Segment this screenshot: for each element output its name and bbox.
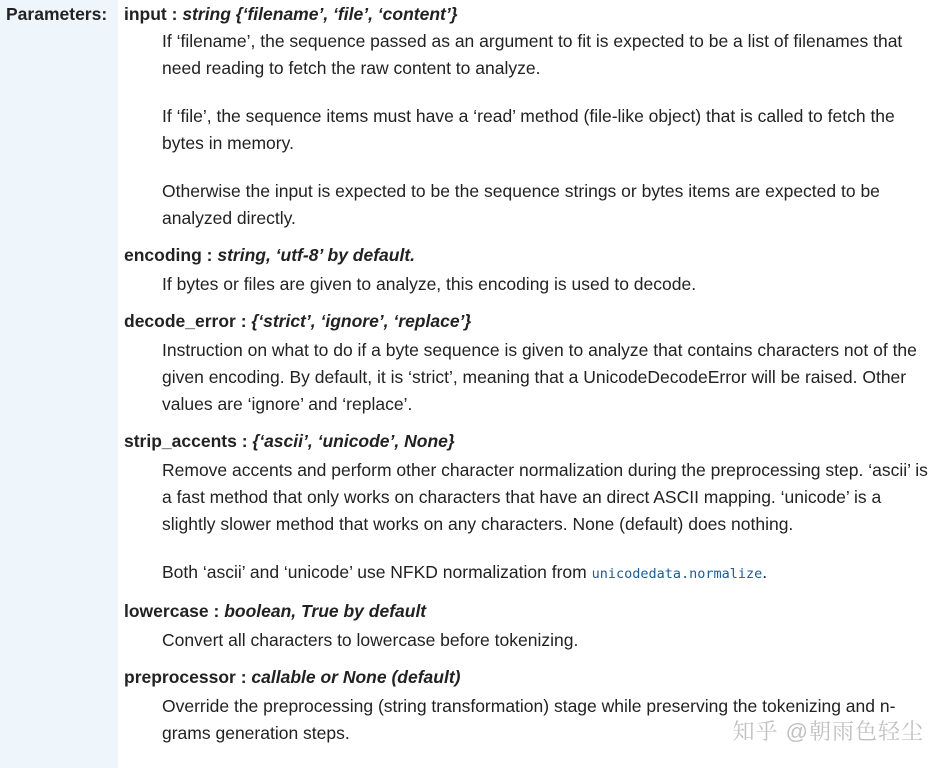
param-decode-error: decode_error : {‘strict’, ‘ignore’, ‘replace’} Instruction on what to do if a byte sequence is given to analyze that contains characters not of the given encoding. By default, it is ‘strict’, meaning that a UnicodeDecodeError will be raised. Other values are ‘ignore’ and ‘replace’. — [124, 308, 939, 418]
param-preprocessor: preprocessor : callable or None (default) Override the preprocessing (string transformation) stage while preserving the tokenizing and n-grams generation steps. — [124, 664, 939, 747]
param-description: Convert all characters to lowercase before tokenizing. — [162, 630, 579, 650]
inline-code-link[interactable]: unicodedata.normalize — [591, 566, 763, 582]
param-type: {‘strict’, ‘ignore’, ‘replace’} — [251, 311, 472, 331]
param-description: If bytes or files are given to analyze, this encoding is used to decode. — [162, 274, 697, 294]
param-lowercase: lowercase : boolean, True by default Convert all characters to lowercase before tokenizing. — [124, 598, 939, 654]
param-description: Instruction on what to do if a byte sequence is given to analyze that contains characters not of the given encoding. By default, it is ‘strict’, meaning that a UnicodeDecodeError will be raised. Other values are ‘ignore’ and ‘replace’. — [162, 340, 917, 414]
watermark: 知乎 @朝雨色轻尘 — [732, 719, 924, 744]
param-description: Remove accents and perform other character normalization during the preprocessing step. ‘ascii’ is a fast method that only works on characters that have an direct ASCII mapping. ‘unicode’ is a slightly slower method that works on any characters. None (default) does nothing. Both ‘ascii’ and ‘unicode’ use NFKD normalization from unicodedata.normalize. — [162, 460, 928, 582]
param-name: encoding — [124, 245, 202, 265]
param-encoding: encoding : string, ‘utf-8’ by default. If bytes or files are given to analyze, this encoding is used to decode. — [124, 242, 939, 298]
param-name: preprocessor — [124, 667, 236, 687]
param-name: decode_error — [124, 311, 236, 331]
parameters-label-column — [0, 0, 118, 768]
param-type: boolean, True by default — [224, 601, 427, 621]
param-type: string, ‘utf-8’ by default. — [217, 245, 416, 265]
param-name: input — [124, 4, 167, 24]
param-description: Override the preprocessing (string transformation) stage while preserving the tokenizing and n-grams generation steps. — [162, 696, 896, 743]
param-name: strip_accents — [124, 431, 237, 451]
parameters-label: Parameters: — [6, 4, 108, 24]
param-type: callable or None (default) — [251, 667, 461, 687]
parameters-content — [124, 1, 939, 747]
param-strip-accents: strip_accents : {‘ascii’, ‘unicode’, None} Remove accents and perform other character normalization during the preprocessing step. ‘ascii’ is a fast method that only works on characters that have an direct ASCII mapping. ‘unicode’ is a slightly slower method that works on any characters. None (default) does nothing. Both ‘ascii’ and ‘unicode’ use NFKD normalization from unicodedata.normalize. — [124, 428, 939, 588]
param-input: input : string {‘filename’, ‘file’, ‘content’} If ‘filename’, the sequence passed as an argument to fit is expected to be a list of filenames that need reading to fetch the raw content to analyze. If ‘file’, the sequence items must have a ‘read’ method (file-like object) that is called to fetch the bytes in memory. Otherwise the input is expected to be the sequence strings or bytes items are expected to be analyzed directly. — [124, 1, 939, 232]
param-type: string {‘filename’, ‘file’, ‘content’} — [182, 4, 458, 24]
param-description: If ‘filename’, the sequence passed as an argument to fit is expected to be a list of filenames that need reading to fetch the raw content to analyze. If ‘file’, the sequence items must have a ‘read’ method (file-like object) that is called to fetch the bytes in memory. Otherwise the input is expected to be the sequence strings or bytes items are expected to be analyzed directly. — [162, 31, 903, 228]
param-type: {‘ascii’, ‘unicode’, None} — [252, 431, 455, 451]
param-name: lowercase — [124, 601, 209, 621]
